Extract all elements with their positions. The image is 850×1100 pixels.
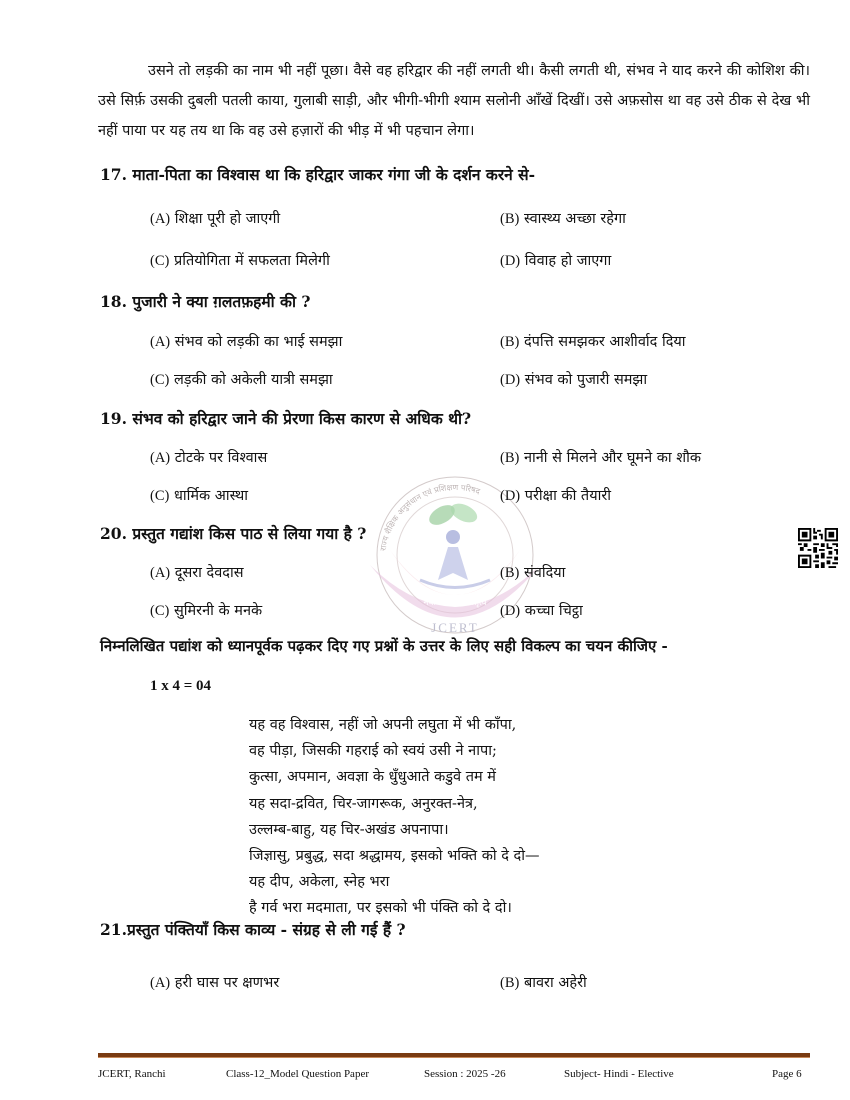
option-label: (A): [150, 334, 171, 350]
footer-session: Session : 2025 -26: [424, 1068, 506, 1080]
option-label: (D): [500, 488, 521, 504]
footer-rule: [98, 1053, 810, 1058]
option-text: धार्मिक आस्था: [173, 488, 248, 504]
poem-line: यह वह विश्वास, नहीं जो अपनी लघुता में भी काँपा,: [249, 717, 517, 733]
option-21-b[interactable]: [500, 972, 587, 992]
option-text: संभव को पुजारी समझा: [524, 372, 648, 388]
option-text: शिक्षा पूरी हो जाएगी: [174, 211, 281, 227]
option-text: स्वास्थ्य अच्छा रहेगा: [523, 211, 626, 227]
question-17: 17. माता-पिता का विश्वास था कि हरिद्वार जाकर गंगा जी के दर्शन करने से-: [100, 165, 536, 184]
option-text: नानी से मिलने और घूमने का शौक: [523, 450, 702, 466]
option-18-d[interactable]: [500, 369, 647, 389]
option-label: (B): [500, 565, 520, 581]
poem-line: कुत्सा, अपमान, अवज्ञा के धुँधुआते कडुवे तम में: [249, 769, 496, 786]
prose-passage: उसने तो लड़की का नाम भी नहीं पूछा। वैसे वह हरिद्वार की नहीं लगती थी। कैसी लगती थी, संभव ने याद करने की कोशिश की। उसे सिर्फ़ उसकी दुबली पतली काया, गुलाबी साड़ी, और भीगी-भीगी श्याम सलोनी आँखें दिखीं। उसे अफ़सोस था वह उसे ठीक से देख भी नहीं पाया पर यह तय था कि वह उसे हज़ारों की भीड़ में भी पहचान लेगा।: [98, 63, 810, 139]
option-label: (B): [500, 975, 520, 991]
option-label: (C): [150, 603, 170, 619]
option-label: (B): [500, 450, 520, 466]
option-label: (A): [150, 211, 171, 227]
option-18-c[interactable]: [150, 369, 333, 389]
option-text: संवदिया: [523, 565, 566, 581]
poem-line: यह दीप, अकेला, स्नेह भरा: [249, 874, 390, 891]
option-label: (A): [150, 565, 171, 581]
option-20-d[interactable]: [500, 600, 583, 620]
option-17-b[interactable]: [500, 208, 626, 228]
option-19-a[interactable]: [150, 447, 267, 467]
option-18-a[interactable]: [150, 331, 342, 351]
option-20-c[interactable]: [150, 600, 262, 620]
option-text: टोटके पर विश्वास: [174, 450, 268, 466]
option-text: बावरा अहेरी: [523, 975, 587, 991]
footer-page-number: Page 6: [772, 1068, 802, 1080]
option-text: प्रतियोगिता में सफलता मिलेगी: [173, 253, 330, 269]
option-label: (D): [500, 253, 521, 269]
option-19-d[interactable]: [500, 485, 611, 505]
option-17-d[interactable]: [500, 250, 611, 270]
option-label: (B): [500, 334, 520, 350]
option-19-b[interactable]: [500, 447, 701, 467]
footer-org: JCERT, Ranchi: [98, 1068, 166, 1080]
option-20-b[interactable]: [500, 562, 565, 582]
question-20: 20. प्रस्तुत गद्यांश किस पाठ से लिया गया है ?: [100, 524, 367, 543]
poem-line: वह पीड़ा, जिसकी गहराई को स्वयं उसी ने नापा;: [249, 743, 497, 760]
option-19-c[interactable]: [150, 485, 248, 505]
option-label: (C): [150, 253, 170, 269]
option-text: दूसरा देवदास: [174, 565, 244, 581]
option-text: लड़की को अकेली यात्री समझा: [173, 372, 333, 388]
option-18-b[interactable]: [500, 331, 686, 351]
option-text: हरी घास पर क्षणभर: [174, 975, 280, 991]
option-label: (C): [150, 488, 170, 504]
poem-line: जिज्ञासु, प्रबुद्ध, सदा श्रद्धामय, इसको भक्ति को दे दो—: [249, 848, 540, 865]
option-label: (A): [150, 450, 171, 466]
poem-block: [249, 712, 539, 922]
question-21: 21.प्रस्तुत पंक्तियाँ किस काव्य - संग्रह से ली गई हैं ?: [100, 920, 406, 939]
question-18: 18. पुजारी ने क्या ग़लतफ़हमी की ?: [100, 292, 311, 311]
option-text: दंपत्ति समझकर आशीर्वाद दिया: [523, 334, 686, 350]
watermark-motto: नवोन्मेष शोध नेतृत्व: [423, 598, 487, 608]
poem-instruction: निम्नलिखित पद्यांश को ध्यानपूर्वक पढ़कर दिए गए प्रश्नों के उत्तर के लिए सही विकल्प का चयन कीजिए -: [100, 637, 668, 655]
qr-code-icon[interactable]: [798, 528, 838, 568]
poem-line: उल्लम्ब-बाहु, यह चिर-अखंड अपनापा।: [249, 821, 449, 838]
option-17-c[interactable]: [150, 250, 330, 270]
watermark-arc-text: राज्य शैक्षिक अनुसंधान एवं प्रशिक्षण परिषद: [378, 482, 482, 552]
footer-paper: Class-12_Model Question Paper: [226, 1068, 369, 1080]
option-label: (D): [500, 603, 521, 619]
option-17-a[interactable]: [150, 208, 280, 228]
option-text: कच्चा चिट्ठा: [524, 603, 583, 619]
option-label: (B): [500, 211, 520, 227]
poem-line: यह सदा-द्रवित, चिर-जागरूक, अनुरक्त-नेत्र,: [249, 795, 478, 812]
watermark-abbr: JCERT: [431, 620, 479, 635]
option-label: (C): [150, 372, 170, 388]
option-text: सुमिरनी के मनके: [173, 603, 263, 619]
question-19: 19. संभव को हरिद्वार जाने की प्रेरणा किस कारण से अधिक थी?: [100, 409, 472, 428]
option-21-a[interactable]: [150, 972, 279, 992]
option-label: (A): [150, 975, 171, 991]
option-20-a[interactable]: [150, 562, 244, 582]
option-text: संभव को लड़की का भाई समझा: [174, 334, 343, 350]
marks-scheme: 1 x 4 = 04: [150, 678, 212, 694]
footer-subject: Subject- Hindi - Elective: [564, 1068, 674, 1080]
option-text: परीक्षा की तैयारी: [524, 488, 612, 504]
option-text: विवाह हो जाएगा: [524, 253, 612, 269]
option-label: (D): [500, 372, 521, 388]
poem-line: है गर्व भरा मदमाता, पर इसको भी पंक्ति को दे दो।: [249, 900, 512, 917]
